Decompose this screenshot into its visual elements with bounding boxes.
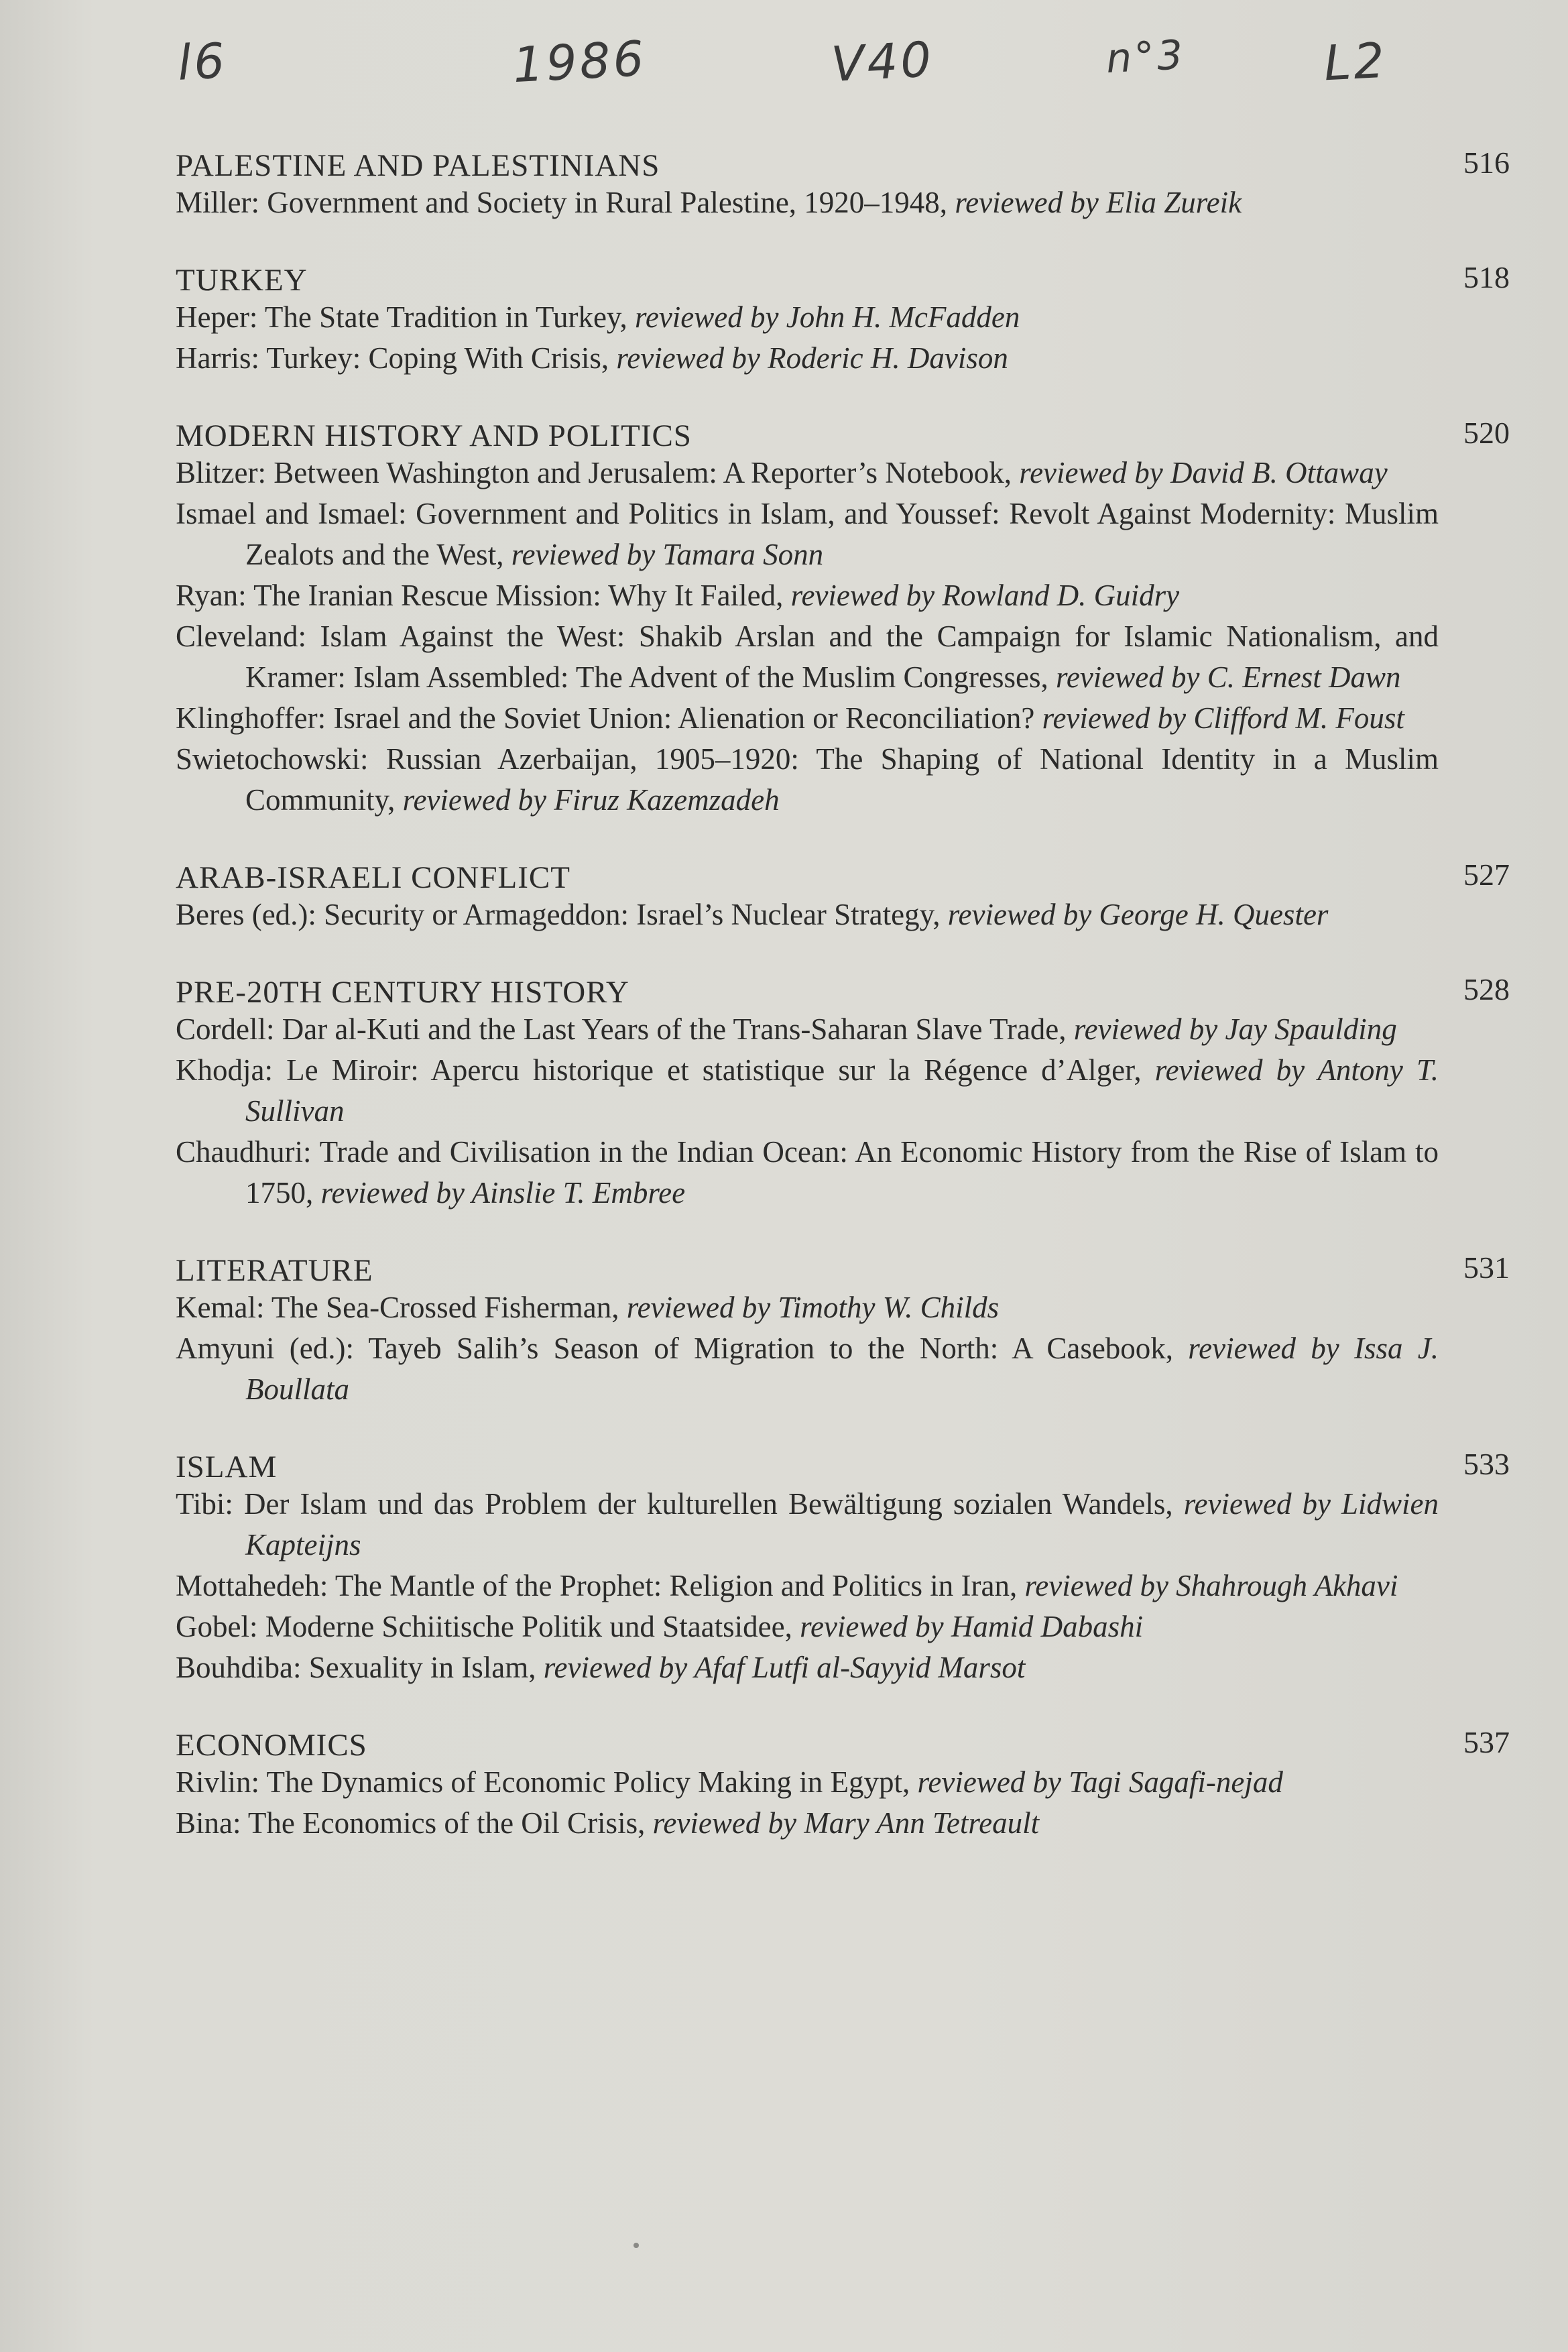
reviewer-credit: reviewed by Afaf Lutfi al-Sayyid Marsot [543,1651,1026,1684]
review-entry [176,182,1439,223]
review-entry [176,1762,1439,1803]
section-page-number: 516 [1463,145,1510,180]
section-islam [176,1442,1510,1688]
book-citation: Gobel: Moderne Schiitische Politik und Staatsidee, [176,1610,800,1643]
review-entry [176,1132,1439,1214]
book-citation: Heper: The State Tradition in Turkey, [176,300,635,334]
reviewer-credit: reviewed by Tagi Sagafi-nejad [917,1765,1283,1799]
review-entry [176,338,1439,379]
book-citation: Blitzer: Between Washington and Jerusalem: A Reporter’s Notebook, [176,456,1020,489]
reviewer-credit: reviewed by David B. Ottaway [1019,456,1388,489]
review-entry [176,1803,1439,1844]
review-entry [176,1566,1439,1606]
reviewer-credit: reviewed by Timothy W. Childs [626,1291,1000,1324]
section-title: TURKEY [176,263,308,298]
book-citation: Bouhdiba: Sexuality in Islam, [176,1651,544,1684]
handwritten-ref-2: L2 [1322,32,1389,92]
book-citation: Cordell: Dar al-Kuti and the Last Years of the Trans-Saharan Slave Trade, [176,1012,1074,1046]
reviewer-credit: reviewed by Elia Zureik [955,186,1242,219]
handwritten-year: 1986 [511,30,648,94]
review-entry [176,1287,1439,1328]
book-citation: Chaudhuri: Trade and Civilisation in the Indian Ocean: An Economic History from the Rise of Islam to 1750, [176,1135,1439,1210]
reviewer-credit: reviewed by George H. Quester [947,898,1329,931]
book-citation: Khodja: Le Miroir: Apercu historique et statistique sur la Régence d’Alger, [176,1053,1155,1087]
section-title: MODERN HISTORY AND POLITICS [176,418,692,453]
table-of-contents [176,141,1510,1876]
reviewer-credit: reviewed by Antony T. Sullivan [245,1053,1439,1128]
book-citation: Amyuni (ed.): Tayeb Salih’s Season of Migration to the North: A Casebook, [176,1332,1189,1365]
book-citation: Klinghoffer: Israel and the Soviet Union: Alienation or Reconciliation? [176,701,1042,735]
reviewer-credit: reviewed by Clifford M. Foust [1042,701,1404,735]
review-entry [176,1050,1439,1132]
handwritten-annotation [0,27,1568,127]
section-heading [176,141,1510,182]
section-page-number: 528 [1463,972,1510,1006]
section-economics [176,1720,1510,1844]
reviewer-credit: reviewed by Firuz Kazemzadeh [402,783,780,817]
reviewer-credit: reviewed by Roderic H. Davison [616,341,1008,375]
review-entry [176,1328,1439,1410]
book-citation: Ismael and Ismael: Government and Politics in Islam, and Youssef: Revolt Against Modernity: Muslim Zealots and the West, [176,497,1439,571]
book-citation: Miller: Government and Society in Rural Palestine, 1920–1948, [176,186,955,219]
book-citation: Harris: Turkey: Coping With Crisis, [176,341,617,375]
section-heading [176,255,1510,297]
section-heading [176,853,1510,894]
book-citation: Cleveland: Islam Against the West: Shakib Arslan and the Campaign for Islamic Nationalism, and Kramer: Islam Assembled: The Advent of the Muslim Congresses, [176,620,1439,694]
section-heading [176,1246,1510,1287]
review-entry [176,297,1439,338]
section-title: PALESTINE AND PALESTINIANS [176,148,660,183]
reviewer-credit: reviewed by Tamara Sonn [511,538,824,571]
handwritten-volume: V40 [829,31,935,93]
reviewer-credit: reviewed by Ainslie T. Embree [320,1176,686,1210]
review-entry [176,616,1439,698]
section-turkey [176,255,1510,379]
section-palestine [176,141,1510,223]
section-title: LITERATURE [176,1253,373,1288]
book-citation: Bina: The Economics of the Oil Crisis, [176,1806,653,1840]
book-citation: Ryan: The Iranian Rescue Mission: Why It Failed, [176,579,791,612]
section-modern-history [176,411,1510,821]
section-literature [176,1246,1510,1410]
section-title: ARAB-ISRAELI CONFLICT [176,860,570,895]
book-citation: Tibi: Der Islam und das Problem der kulturellen Bewältigung sozialen Wandels, [176,1487,1184,1521]
book-citation: Mottahedeh: The Mantle of the Prophet: Religion and Politics in Iran, [176,1569,1025,1602]
section-page-number: 537 [1463,1725,1510,1759]
section-page-number: 520 [1463,416,1510,450]
reviewer-credit: reviewed by Jay Spaulding [1073,1012,1397,1046]
section-pre-20th-century-history [176,967,1510,1214]
review-entry [176,575,1439,616]
book-citation: Kemal: The Sea-Crossed Fisherman, [176,1291,627,1324]
reviewer-credit: reviewed by Rowland D. Guidry [790,579,1180,612]
section-page-number: 531 [1463,1250,1510,1285]
review-entry [176,1606,1439,1647]
section-title: ECONOMICS [176,1728,367,1763]
book-citation: Swietochowski: Russian Azerbaijan, 1905–1920: The Shaping of National Identity in a Muslim Community, [176,742,1439,817]
section-heading [176,1720,1510,1762]
reviewer-credit: reviewed by Hamid Dabashi [800,1610,1144,1643]
review-entry [176,1009,1439,1050]
review-entry [176,493,1439,575]
review-entry [176,698,1439,739]
section-page-number: 533 [1463,1447,1510,1481]
reviewer-credit: reviewed by Mary Ann Tetreault [652,1806,1040,1840]
review-entry [176,739,1439,821]
reviewer-credit: reviewed by Lidwien Kapteijns [245,1487,1439,1562]
section-page-number: 527 [1463,858,1510,892]
review-entry [176,1647,1439,1688]
section-heading [176,411,1510,453]
paper-speck [634,2243,639,2248]
review-entry [176,1484,1439,1566]
section-page-number: 518 [1463,260,1510,294]
review-entry [176,894,1439,935]
book-citation: Rivlin: The Dynamics of Economic Policy Making in Egypt, [176,1765,918,1799]
book-citation: Beres (ed.): Security or Armageddon: Israel’s Nuclear Strategy, [176,898,948,931]
reviewer-credit: reviewed by Issa J. Boullata [245,1332,1439,1406]
section-title: ISLAM [176,1450,278,1484]
section-heading [176,967,1510,1009]
section-heading [176,1442,1510,1484]
review-entry [176,453,1439,493]
reviewer-credit: reviewed by John H. McFadden [635,300,1020,334]
reviewer-credit: reviewed by Shahrough Akhavi [1024,1569,1398,1602]
section-title: PRE-20TH CENTURY HISTORY [176,975,629,1010]
handwritten-number: n°3 [1105,31,1187,83]
reviewer-credit: reviewed by C. Ernest Dawn [1056,660,1401,694]
section-arab-israeli-conflict [176,853,1510,935]
handwritten-ref-1: l6 [176,32,229,91]
